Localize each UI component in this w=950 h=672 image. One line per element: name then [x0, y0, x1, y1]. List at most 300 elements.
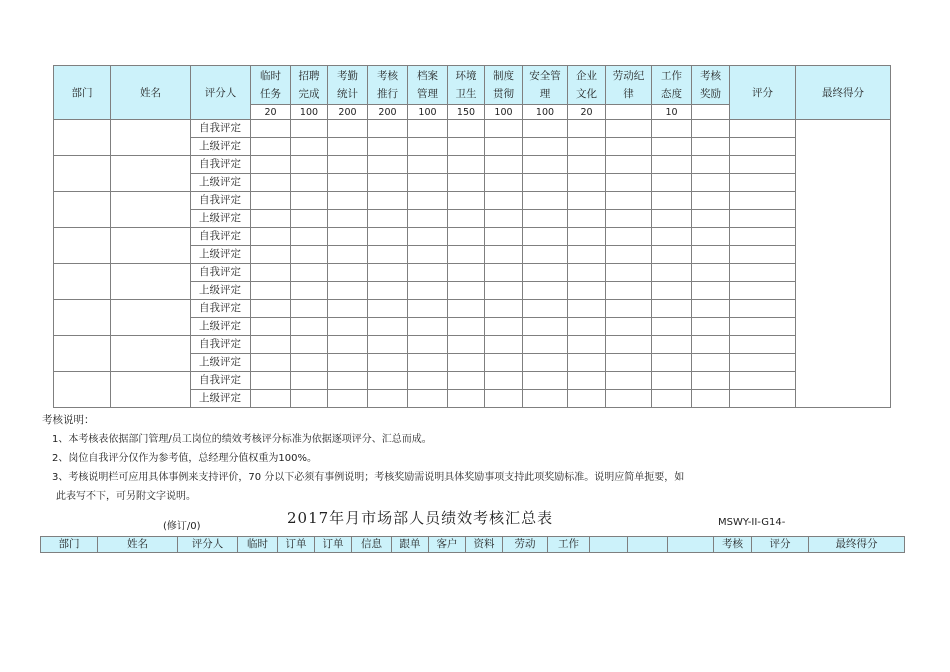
- score-cell[interactable]: [291, 120, 328, 138]
- supervisor-rating-label: 上级评定: [191, 174, 251, 192]
- score-cell[interactable]: [692, 318, 730, 336]
- name-cell[interactable]: [111, 120, 191, 156]
- note-item-4: 此表写不下，可另附文字说明。: [56, 491, 196, 502]
- score-cell[interactable]: [328, 156, 368, 174]
- name-cell[interactable]: [111, 156, 191, 192]
- weight-cell: 100: [408, 105, 448, 120]
- score-cell[interactable]: [652, 282, 692, 300]
- header-cell: [652, 66, 692, 105]
- score-cell[interactable]: [568, 156, 606, 174]
- header-text: 评分人: [204, 86, 237, 99]
- score-cell[interactable]: [448, 318, 485, 336]
- header-text: 招聘: [298, 70, 320, 82]
- score-cell[interactable]: [251, 192, 291, 210]
- score-cell[interactable]: [485, 246, 523, 264]
- score-cell[interactable]: [448, 228, 485, 246]
- score-cell[interactable]: [328, 390, 368, 408]
- score-cell[interactable]: [291, 156, 328, 174]
- score-cell[interactable]: [448, 120, 485, 138]
- note-item-1: 1、本考核表依据部门管理/员工岗位的绩效考核评分标准为依据逐项评分、汇总而成。: [52, 434, 432, 445]
- score-cell[interactable]: [652, 210, 692, 228]
- score-cell[interactable]: [368, 210, 408, 228]
- score-cell[interactable]: [730, 300, 796, 318]
- score-cell[interactable]: [692, 264, 730, 282]
- header-text: 考核: [700, 70, 721, 82]
- score-cell[interactable]: [692, 228, 730, 246]
- header-cell: [54, 66, 111, 120]
- score-cell[interactable]: [448, 336, 485, 354]
- table-row: [54, 336, 891, 354]
- score-cell[interactable]: [606, 282, 652, 300]
- score-cell[interactable]: [408, 210, 448, 228]
- score-cell[interactable]: [568, 120, 606, 138]
- score-cell[interactable]: [368, 354, 408, 372]
- score-cell[interactable]: [606, 390, 652, 408]
- score-cell[interactable]: [328, 264, 368, 282]
- score-cell[interactable]: [368, 246, 408, 264]
- score-cell[interactable]: [448, 354, 485, 372]
- header-cell: [191, 66, 251, 120]
- score-cell[interactable]: [523, 210, 568, 228]
- score-cell[interactable]: [368, 318, 408, 336]
- score-cell[interactable]: [251, 156, 291, 174]
- score-cell[interactable]: [328, 282, 368, 300]
- header-cell: [291, 66, 328, 105]
- score-cell[interactable]: [408, 246, 448, 264]
- header-text: 安全管: [529, 70, 561, 82]
- score-cell[interactable]: [652, 228, 692, 246]
- score-cell[interactable]: [730, 174, 796, 192]
- department-cell[interactable]: [54, 228, 111, 264]
- score-cell[interactable]: [606, 228, 652, 246]
- score-cell[interactable]: [251, 138, 291, 156]
- score-cell[interactable]: [368, 336, 408, 354]
- self-rating-label: 自我评定: [191, 192, 251, 210]
- score-cell[interactable]: [606, 120, 652, 138]
- score-cell[interactable]: [448, 174, 485, 192]
- score-cell[interactable]: [448, 372, 485, 390]
- score-cell[interactable]: [692, 156, 730, 174]
- supervisor-rating-label: 上级评定: [191, 138, 251, 156]
- score-cell[interactable]: [291, 282, 328, 300]
- score-cell[interactable]: [652, 174, 692, 192]
- department-cell[interactable]: [54, 120, 111, 156]
- score-cell[interactable]: [485, 318, 523, 336]
- header-cell: [523, 66, 568, 105]
- note-item-3: 3、考核说明栏可应用具体事例来支持评价，70 分以下必须有事例说明；考核奖励需说明具体奖励事项支持此项奖励标准。说明应简单扼要，如: [52, 472, 685, 483]
- header-text: 评分: [752, 86, 773, 99]
- score-cell[interactable]: [652, 138, 692, 156]
- score-cell[interactable]: [606, 264, 652, 282]
- score-cell[interactable]: [328, 138, 368, 156]
- score-cell[interactable]: [523, 318, 568, 336]
- name-cell[interactable]: [111, 264, 191, 300]
- score-cell[interactable]: [408, 300, 448, 318]
- header-text: 任务: [260, 88, 281, 100]
- score-cell[interactable]: [568, 138, 606, 156]
- header-text: 考勤: [337, 70, 358, 82]
- score-cell[interactable]: [485, 120, 523, 138]
- score-cell[interactable]: [328, 174, 368, 192]
- score-cell[interactable]: [568, 192, 606, 210]
- supervisor-rating-label: 上级评定: [191, 210, 251, 228]
- score-cell[interactable]: [692, 246, 730, 264]
- score-cell[interactable]: [606, 354, 652, 372]
- weight-cell: 20: [251, 105, 291, 120]
- score-cell[interactable]: [485, 390, 523, 408]
- score-cell[interactable]: [730, 156, 796, 174]
- self-rating-label: 自我评定: [191, 372, 251, 390]
- self-rating-label: 自我评定: [191, 120, 251, 138]
- department-cell[interactable]: [54, 300, 111, 336]
- score-cell[interactable]: [251, 282, 291, 300]
- final-score-cell[interactable]: [796, 120, 891, 408]
- score-cell[interactable]: [606, 210, 652, 228]
- header-cell: [730, 66, 796, 120]
- header-text: 卫生: [455, 88, 477, 100]
- score-cell[interactable]: [523, 138, 568, 156]
- score-cell[interactable]: [485, 372, 523, 390]
- score-cell[interactable]: [692, 138, 730, 156]
- score-cell[interactable]: [368, 300, 408, 318]
- header-cell: [606, 66, 652, 105]
- table-row: [54, 156, 891, 174]
- score-cell[interactable]: [692, 300, 730, 318]
- summary-header-cell: 劳动: [503, 537, 548, 553]
- score-cell[interactable]: [408, 390, 448, 408]
- score-cell[interactable]: [251, 210, 291, 228]
- header-cell: [368, 66, 408, 105]
- summary-title: 2017年月市场部人员绩效考核汇总表: [287, 509, 554, 527]
- score-cell[interactable]: [730, 210, 796, 228]
- score-cell[interactable]: [730, 282, 796, 300]
- score-cell[interactable]: [485, 264, 523, 282]
- score-cell[interactable]: [448, 210, 485, 228]
- summary-header-cell: [668, 537, 714, 553]
- score-cell[interactable]: [523, 390, 568, 408]
- score-cell[interactable]: [408, 228, 448, 246]
- score-cell[interactable]: [408, 282, 448, 300]
- score-cell[interactable]: [692, 354, 730, 372]
- score-cell[interactable]: [448, 300, 485, 318]
- score-cell[interactable]: [568, 228, 606, 246]
- score-cell[interactable]: [652, 264, 692, 282]
- header-text: 理: [539, 88, 551, 100]
- header-text: 环境: [455, 70, 477, 82]
- score-cell[interactable]: [448, 138, 485, 156]
- score-cell[interactable]: [523, 228, 568, 246]
- score-cell[interactable]: [652, 336, 692, 354]
- score-cell[interactable]: [606, 300, 652, 318]
- summary-header-cell: 考核: [714, 537, 752, 553]
- score-cell[interactable]: [606, 372, 652, 390]
- score-cell[interactable]: [730, 192, 796, 210]
- score-cell[interactable]: [251, 372, 291, 390]
- score-cell[interactable]: [485, 300, 523, 318]
- score-cell[interactable]: [606, 318, 652, 336]
- score-cell[interactable]: [291, 210, 328, 228]
- header-text: 劳动纪: [612, 70, 645, 82]
- header-text: 制度: [493, 70, 514, 82]
- score-cell[interactable]: [291, 390, 328, 408]
- table-row: [54, 120, 891, 138]
- table-row: [54, 192, 891, 210]
- score-cell[interactable]: [448, 192, 485, 210]
- score-cell[interactable]: [485, 336, 523, 354]
- score-cell[interactable]: [606, 138, 652, 156]
- score-cell[interactable]: [368, 264, 408, 282]
- score-cell[interactable]: [523, 174, 568, 192]
- supervisor-rating-label: 上级评定: [191, 354, 251, 372]
- name-cell[interactable]: [111, 336, 191, 372]
- score-cell[interactable]: [251, 228, 291, 246]
- score-cell[interactable]: [652, 192, 692, 210]
- score-cell[interactable]: [485, 174, 523, 192]
- table-row: [54, 228, 891, 246]
- score-cell[interactable]: [568, 210, 606, 228]
- score-cell[interactable]: [692, 210, 730, 228]
- score-cell[interactable]: [568, 174, 606, 192]
- header-text: 工作: [661, 70, 682, 82]
- score-cell[interactable]: [730, 120, 796, 138]
- score-cell[interactable]: [328, 210, 368, 228]
- score-cell[interactable]: [328, 318, 368, 336]
- score-cell[interactable]: [652, 300, 692, 318]
- score-cell[interactable]: [692, 390, 730, 408]
- score-cell[interactable]: [291, 174, 328, 192]
- score-cell[interactable]: [408, 156, 448, 174]
- weight-cell: 100: [291, 105, 328, 120]
- score-cell[interactable]: [523, 354, 568, 372]
- score-cell[interactable]: [485, 228, 523, 246]
- department-cell[interactable]: [54, 192, 111, 228]
- score-cell[interactable]: [291, 246, 328, 264]
- table-row: [54, 300, 891, 318]
- score-cell[interactable]: [291, 228, 328, 246]
- summary-header-cell: 信息: [352, 537, 392, 553]
- score-cell[interactable]: [291, 336, 328, 354]
- score-cell[interactable]: [568, 318, 606, 336]
- self-rating-label: 自我评定: [191, 336, 251, 354]
- score-cell[interactable]: [291, 354, 328, 372]
- score-cell[interactable]: [730, 372, 796, 390]
- name-cell[interactable]: [111, 228, 191, 264]
- score-cell[interactable]: [606, 246, 652, 264]
- score-cell[interactable]: [408, 192, 448, 210]
- weight-cell: [606, 105, 652, 120]
- score-cell[interactable]: [652, 354, 692, 372]
- performance-table: [53, 65, 891, 408]
- score-cell[interactable]: [568, 354, 606, 372]
- summary-table-header: [40, 536, 905, 553]
- score-cell[interactable]: [730, 354, 796, 372]
- score-cell[interactable]: [692, 336, 730, 354]
- score-cell[interactable]: [568, 300, 606, 318]
- score-cell[interactable]: [568, 282, 606, 300]
- score-cell[interactable]: [328, 192, 368, 210]
- score-cell[interactable]: [448, 156, 485, 174]
- supervisor-rating-label: 上级评定: [191, 318, 251, 336]
- supervisor-rating-label: 上级评定: [191, 282, 251, 300]
- score-cell[interactable]: [730, 138, 796, 156]
- score-cell[interactable]: [730, 228, 796, 246]
- score-cell[interactable]: [291, 318, 328, 336]
- score-cell[interactable]: [408, 174, 448, 192]
- score-cell[interactable]: [692, 120, 730, 138]
- score-cell[interactable]: [692, 372, 730, 390]
- header-cell: [692, 66, 730, 105]
- score-cell[interactable]: [652, 120, 692, 138]
- score-cell[interactable]: [408, 372, 448, 390]
- name-cell[interactable]: [111, 300, 191, 336]
- score-cell[interactable]: [368, 156, 408, 174]
- score-cell[interactable]: [328, 354, 368, 372]
- score-cell[interactable]: [730, 246, 796, 264]
- weight-cell: 100: [523, 105, 568, 120]
- score-cell[interactable]: [328, 120, 368, 138]
- score-cell[interactable]: [485, 138, 523, 156]
- score-cell[interactable]: [523, 282, 568, 300]
- score-cell[interactable]: [251, 318, 291, 336]
- summary-header-cell: 姓名: [98, 537, 178, 553]
- summary-header-cell: 部门: [41, 537, 98, 553]
- name-cell[interactable]: [111, 192, 191, 228]
- score-cell[interactable]: [485, 282, 523, 300]
- department-cell[interactable]: [54, 156, 111, 192]
- score-cell[interactable]: [523, 300, 568, 318]
- score-cell[interactable]: [652, 318, 692, 336]
- score-cell[interactable]: [368, 390, 408, 408]
- score-cell[interactable]: [328, 336, 368, 354]
- score-cell[interactable]: [328, 228, 368, 246]
- score-cell[interactable]: [328, 246, 368, 264]
- score-cell[interactable]: [448, 264, 485, 282]
- score-cell[interactable]: [368, 174, 408, 192]
- supervisor-rating-label: 上级评定: [191, 246, 251, 264]
- score-cell[interactable]: [251, 120, 291, 138]
- score-cell[interactable]: [523, 120, 568, 138]
- score-cell[interactable]: [652, 390, 692, 408]
- score-cell[interactable]: [368, 372, 408, 390]
- score-cell[interactable]: [523, 192, 568, 210]
- score-cell[interactable]: [328, 300, 368, 318]
- score-cell[interactable]: [448, 390, 485, 408]
- revision-label: (修订/0): [163, 521, 201, 532]
- score-cell[interactable]: [251, 264, 291, 282]
- score-cell[interactable]: [730, 390, 796, 408]
- header-text: 贯彻: [493, 88, 514, 100]
- score-cell[interactable]: [408, 138, 448, 156]
- table-row: [54, 264, 891, 282]
- score-cell[interactable]: [368, 138, 408, 156]
- score-cell[interactable]: [606, 156, 652, 174]
- score-cell[interactable]: [568, 264, 606, 282]
- score-cell[interactable]: [523, 336, 568, 354]
- self-rating-label: 自我评定: [191, 264, 251, 282]
- score-cell[interactable]: [251, 246, 291, 264]
- score-cell[interactable]: [485, 156, 523, 174]
- score-cell[interactable]: [606, 174, 652, 192]
- header-cell: [251, 66, 291, 105]
- score-cell[interactable]: [251, 336, 291, 354]
- score-cell[interactable]: [692, 282, 730, 300]
- score-cell[interactable]: [408, 120, 448, 138]
- summary-header-cell: [628, 537, 668, 553]
- score-cell[interactable]: [652, 156, 692, 174]
- score-cell[interactable]: [523, 156, 568, 174]
- score-cell[interactable]: [730, 318, 796, 336]
- header-text: 管理: [417, 88, 438, 100]
- score-cell[interactable]: [408, 336, 448, 354]
- summary-header-cell: 订单: [278, 537, 315, 553]
- department-cell[interactable]: [54, 264, 111, 300]
- header-text: 态度: [661, 88, 682, 100]
- department-cell[interactable]: [54, 372, 111, 408]
- department-cell[interactable]: [54, 336, 111, 372]
- summary-header-cell: 评分: [752, 537, 809, 553]
- weight-cell: 200: [368, 105, 408, 120]
- score-cell[interactable]: [291, 300, 328, 318]
- score-cell[interactable]: [368, 282, 408, 300]
- score-cell[interactable]: [408, 264, 448, 282]
- score-cell[interactable]: [448, 246, 485, 264]
- score-cell[interactable]: [408, 354, 448, 372]
- header-text: 律: [623, 88, 634, 100]
- assessment-notes: [42, 411, 684, 506]
- score-cell[interactable]: [251, 174, 291, 192]
- score-cell[interactable]: [692, 192, 730, 210]
- score-cell[interactable]: [730, 264, 796, 282]
- score-cell[interactable]: [328, 372, 368, 390]
- score-cell[interactable]: [368, 192, 408, 210]
- summary-header-cell: 评分人: [178, 537, 238, 553]
- score-cell[interactable]: [291, 372, 328, 390]
- score-cell[interactable]: [251, 300, 291, 318]
- score-cell[interactable]: [291, 138, 328, 156]
- supervisor-rating-label: 上级评定: [191, 390, 251, 408]
- score-cell[interactable]: [730, 336, 796, 354]
- weight-cell: 200: [328, 105, 368, 120]
- score-cell[interactable]: [291, 264, 328, 282]
- score-cell[interactable]: [485, 192, 523, 210]
- score-cell[interactable]: [568, 372, 606, 390]
- summary-header-cell: 跟单: [392, 537, 429, 553]
- score-cell[interactable]: [523, 264, 568, 282]
- score-cell[interactable]: [606, 336, 652, 354]
- header-cell: [448, 66, 485, 105]
- header-text: 考核: [377, 70, 398, 82]
- score-cell[interactable]: [485, 354, 523, 372]
- score-cell[interactable]: [291, 192, 328, 210]
- name-cell[interactable]: [111, 372, 191, 408]
- score-cell[interactable]: [652, 246, 692, 264]
- score-cell[interactable]: [568, 390, 606, 408]
- score-cell[interactable]: [523, 372, 568, 390]
- score-cell[interactable]: [251, 354, 291, 372]
- score-cell[interactable]: [485, 210, 523, 228]
- score-cell[interactable]: [606, 192, 652, 210]
- score-cell[interactable]: [368, 120, 408, 138]
- score-cell[interactable]: [368, 228, 408, 246]
- score-cell[interactable]: [652, 372, 692, 390]
- score-cell[interactable]: [568, 336, 606, 354]
- score-cell[interactable]: [448, 282, 485, 300]
- score-cell[interactable]: [251, 390, 291, 408]
- score-cell[interactable]: [408, 318, 448, 336]
- score-cell[interactable]: [692, 174, 730, 192]
- score-cell[interactable]: [523, 246, 568, 264]
- score-cell[interactable]: [568, 246, 606, 264]
